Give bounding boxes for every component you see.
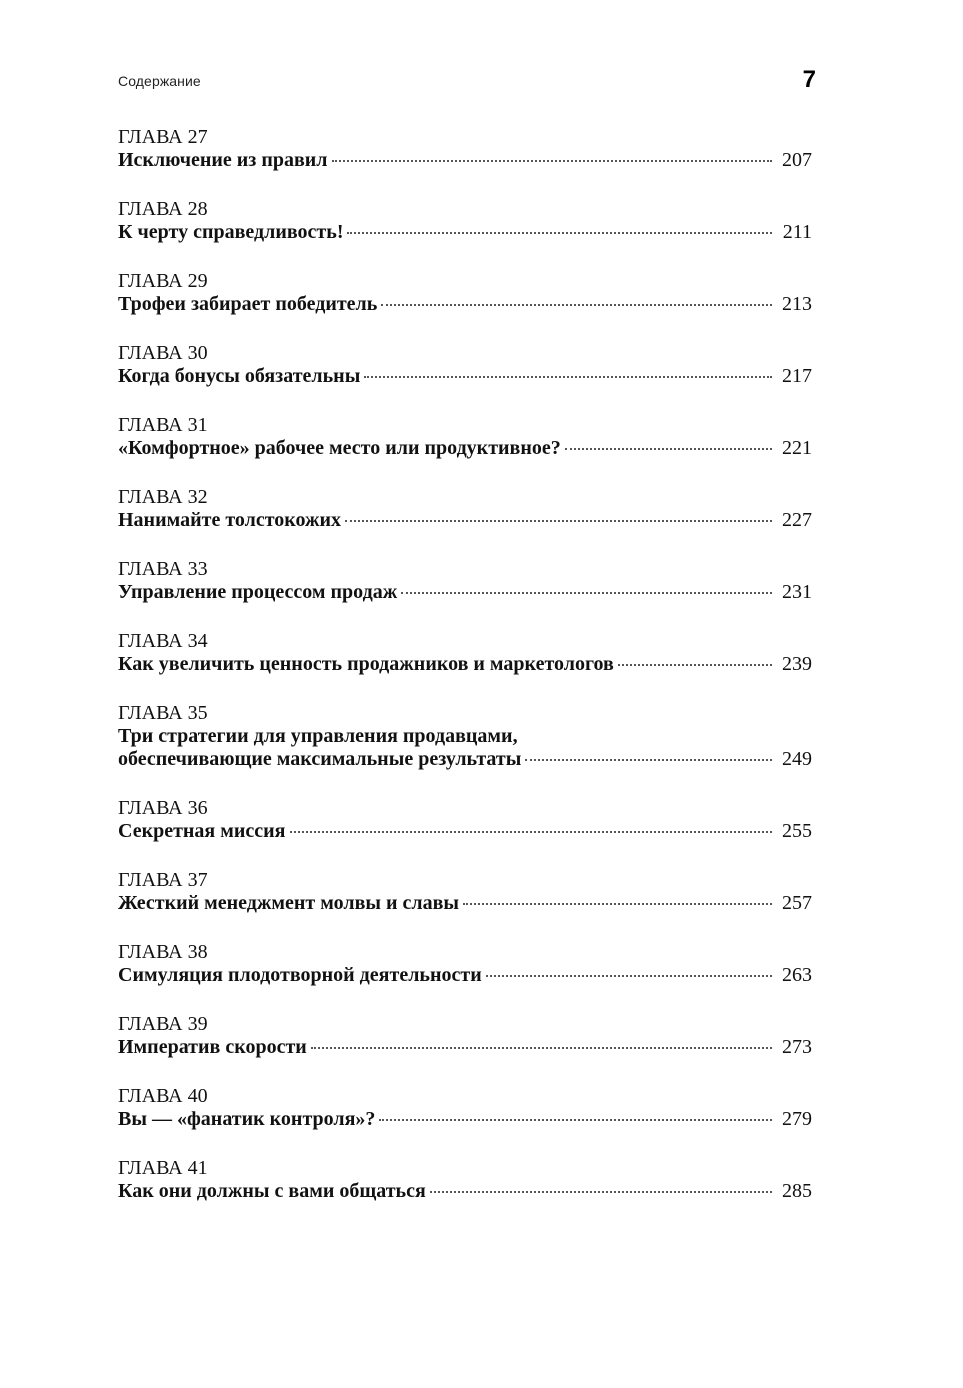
- chapter-label: ГЛАВА 27: [118, 126, 208, 148]
- page-ref: 279: [782, 1108, 812, 1130]
- chapter-title: Исключение из правил: [118, 149, 328, 171]
- dot-leader: [381, 304, 772, 306]
- dot-leader: [332, 160, 772, 162]
- toc-entry-37[interactable]: [118, 869, 812, 915]
- title-line: [118, 1180, 812, 1203]
- title-line: [118, 1108, 812, 1131]
- toc-entry-33[interactable]: [118, 558, 812, 604]
- dot-leader: [430, 1191, 772, 1193]
- page-ref: 249: [782, 748, 812, 770]
- chapter-title: «Комфортное» рабочее место или продуктивное?: [118, 437, 561, 459]
- chapter-label: ГЛАВА 36: [118, 797, 208, 819]
- chapter-title-line1: Три стратегии для управления продавцами,: [118, 725, 518, 747]
- page-ref: 255: [782, 820, 812, 842]
- chapter-title: Секретная миссия: [118, 820, 286, 842]
- running-head: Содержание: [118, 73, 201, 89]
- page-ref: 231: [782, 581, 812, 603]
- page-ref: 207: [782, 149, 812, 171]
- title-line: [118, 820, 812, 843]
- chapter-title: Симуляция плодотворной деятельности: [118, 964, 482, 986]
- dot-leader: [401, 592, 772, 594]
- page-ref: 227: [782, 509, 812, 531]
- title-line: [118, 1036, 812, 1059]
- dot-leader: [345, 520, 772, 522]
- dot-leader: [347, 232, 772, 234]
- chapter-label: ГЛАВА 28: [118, 198, 208, 220]
- toc-entry-30[interactable]: [118, 342, 812, 388]
- chapter-label: ГЛАВА 40: [118, 1085, 208, 1107]
- page-ref: 213: [782, 293, 812, 315]
- chapter-label: ГЛАВА 35: [118, 702, 208, 724]
- chapter-title: К черту справедливость!: [118, 221, 344, 243]
- toc-entry-38[interactable]: [118, 941, 812, 987]
- chapter-title: Когда бонусы обязательны: [118, 365, 361, 387]
- chapter-label: ГЛАВА 31: [118, 414, 208, 436]
- toc-entry-31[interactable]: [118, 414, 812, 460]
- page-ref: 221: [782, 437, 812, 459]
- title-line: [118, 748, 812, 771]
- chapter-title: Нанимайте толстокожих: [118, 509, 342, 531]
- toc-entry-34[interactable]: [118, 630, 812, 676]
- toc-entry-40[interactable]: [118, 1085, 812, 1131]
- chapter-title: Жесткий менеджмент молвы и славы: [118, 892, 460, 914]
- toc-entry-28[interactable]: [118, 198, 812, 244]
- page-ref: 257: [782, 892, 812, 914]
- chapter-label: ГЛАВА 32: [118, 486, 208, 508]
- chapter-title: Управление процессом продаж: [118, 581, 398, 603]
- dot-leader: [290, 831, 773, 833]
- toc-entry-35[interactable]: [118, 702, 812, 771]
- page-ref: 217: [782, 365, 812, 387]
- title-line: [118, 293, 812, 316]
- page-ref: 263: [782, 964, 812, 986]
- chapter-label: ГЛАВА 38: [118, 941, 208, 963]
- toc-entry-41[interactable]: [118, 1157, 812, 1203]
- toc-entry-36[interactable]: [118, 797, 812, 843]
- page-ref: 285: [782, 1180, 812, 1202]
- chapter-label: ГЛАВА 37: [118, 869, 208, 891]
- chapter-title: Вы — «фанатик контроля»?: [118, 1108, 376, 1130]
- page-ref: 239: [782, 653, 812, 675]
- chapter-title: Императив скорости: [118, 1036, 307, 1058]
- chapter-title: Как они должны с вами общаться: [118, 1180, 426, 1202]
- title-line: [118, 964, 812, 987]
- chapter-label: ГЛАВА 29: [118, 270, 208, 292]
- dot-leader: [463, 903, 772, 905]
- dot-leader: [565, 448, 772, 450]
- title-line: [118, 892, 812, 915]
- page-ref: 273: [782, 1036, 812, 1058]
- chapter-label: ГЛАВА 41: [118, 1157, 208, 1179]
- table-of-contents: [118, 126, 812, 1229]
- dot-leader: [311, 1047, 772, 1049]
- toc-entry-32[interactable]: [118, 486, 812, 532]
- chapter-label: ГЛАВА 39: [118, 1013, 208, 1035]
- title-line: [118, 437, 812, 460]
- title-line: [118, 581, 812, 604]
- title-line: [118, 365, 812, 388]
- dot-leader: [486, 975, 772, 977]
- toc-entry-27[interactable]: [118, 126, 812, 172]
- title-line: [118, 221, 812, 244]
- chapter-title: обеспечивающие максимальные результаты: [118, 748, 522, 770]
- page-number: 7: [802, 66, 816, 93]
- dot-leader: [618, 664, 772, 666]
- page-ref: 211: [782, 221, 812, 243]
- dot-leader: [364, 376, 772, 378]
- chapter-title: Трофеи забирает победитель: [118, 293, 378, 315]
- toc-entry-39[interactable]: [118, 1013, 812, 1059]
- chapter-label: ГЛАВА 34: [118, 630, 208, 652]
- dot-leader: [525, 759, 772, 761]
- title-line: [118, 149, 812, 172]
- chapter-label: ГЛАВА 33: [118, 558, 208, 580]
- title-line: [118, 653, 812, 676]
- chapter-label: ГЛАВА 30: [118, 342, 208, 364]
- chapter-title: Как увеличить ценность продажников и маркетологов: [118, 653, 614, 675]
- title-line: [118, 509, 812, 532]
- dot-leader: [379, 1119, 772, 1121]
- toc-entry-29[interactable]: [118, 270, 812, 316]
